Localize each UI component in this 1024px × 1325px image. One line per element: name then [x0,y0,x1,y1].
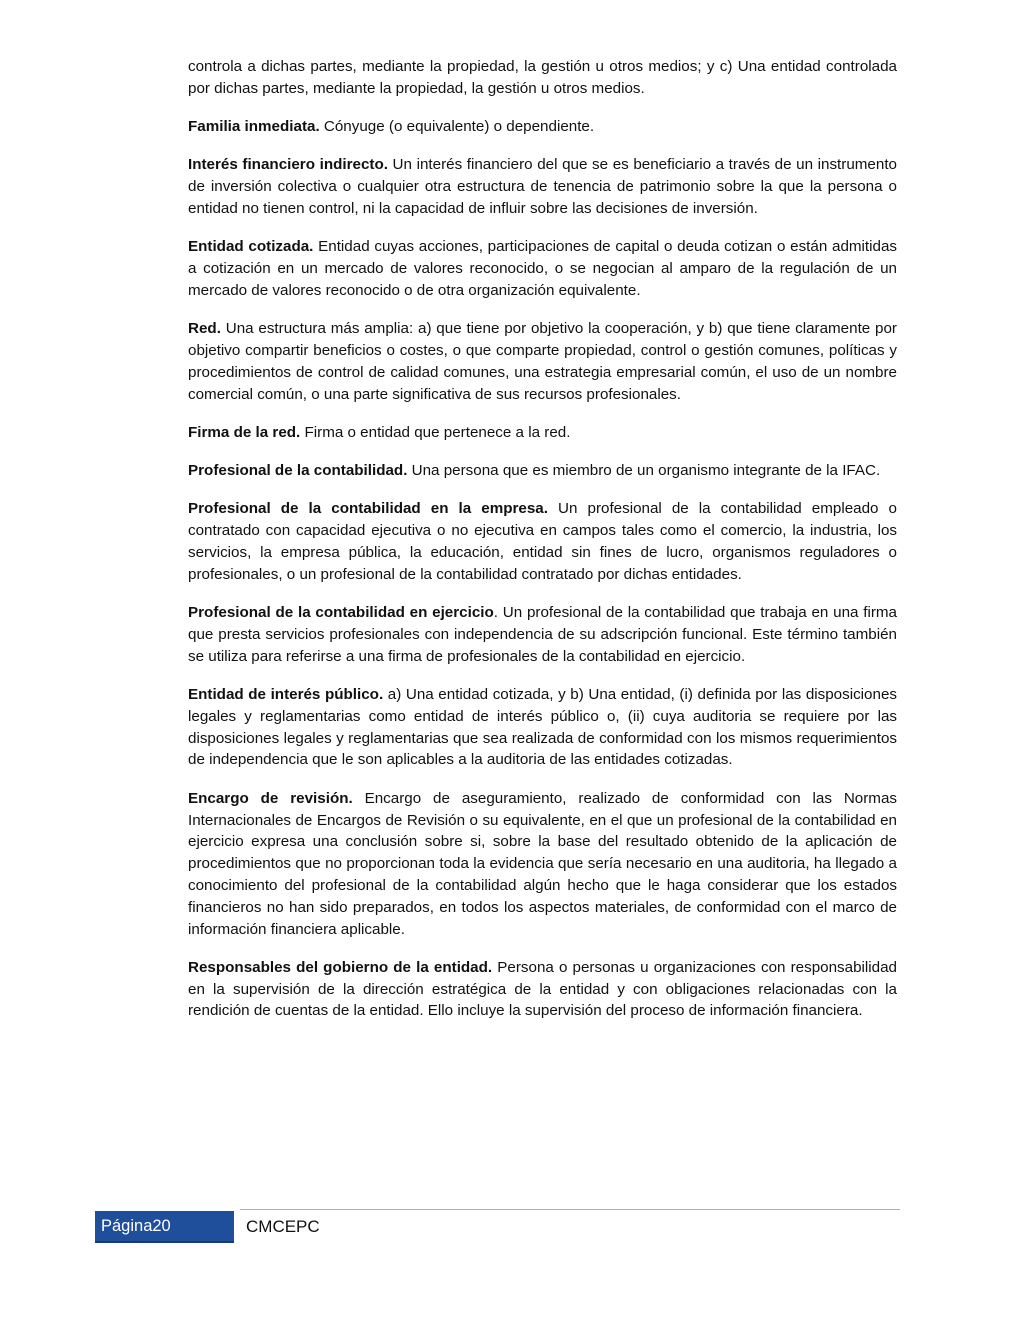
definition-text: Entidad cuyas acciones, participaciones de capital o deuda cotizan o están admitidas a cotización en un mercado de valores reconocido, o se negocian al amparo de la regulación de un mercado de valores reconocido o de otra organización equivalente. [188,238,898,299]
definition-text: Una persona que es miembro de un organismo integrante de la IFAC. [407,462,881,480]
definition-profesional-en-ejercicio [188,602,897,667]
definition-text: a) Una entidad cotizada, y b) Una entidad, (i) definida por las disposiciones legales y reglamentarias como entidad de interés público o, (ii) cuya auditoria se requiere por las disposiciones legales y reglamentarias que sea realizada de conformidad con los mismos requerimientos de independencia que le son aplicables a la auditoria de las entidades cotizadas. [188,686,897,769]
definition-profesional-en-la-empresa [188,498,897,585]
definition-familia-inmediata [188,116,897,138]
definition-term: Interés financiero indirecto. [188,156,388,174]
definition-text: . Un profesional de la contabilidad que trabaja en una firma que presta servicios profesionales con independencia de su adscripción funcional. Este término también se utiliza para referirse a una firma de profesionales de la contabilidad en ejercicio. [188,604,897,665]
definition-profesional-contabilidad [188,460,897,482]
definition-text: Persona o personas u organizaciones con responsabilidad en la supervisión de la dirección estratégica de la entidad y con obligaciones relacionadas con la rendición de cuentas de la entidad. Ello incluye la supervisión del proceso de información financiera. [188,958,898,1020]
definition-term: Firma de la red. [188,423,301,441]
definition-term: Responsables del gobierno de la entidad. [188,958,493,976]
definition-text: Un interés financiero del que se es beneficiario a través de un instrumento de inversión colectiva o cualquier otra estructura de tenencia de patrimonio sobre la que la persona o entidad no tienen control, ni la capacidad de influir sobre las decisiones de inversión. [188,156,897,217]
paragraph-continuation [188,56,897,100]
definition-term: Profesional de la contabilidad en ejercicio [188,604,494,622]
definition-text: Encargo de aseguramiento, realizado de conformidad con las Normas Internacionales de Encargos de Revisión o su equivalente, en el que un profesional de la contabilidad en ejercicio expresa una conclusión sobre si, sobre la base del resultado obtenido de la aplicación de procedimientos que no proporcionan toda la evidencia que sería necesario en una auditoria, ha llegado a conocimiento del profesional de la contabilidad algún hecho que le haga considerar que los estados financieros no han sido preparados, en todos los aspectos materiales, de conformidad con el marco de información financiera aplicable. [188,789,897,938]
definition-term: Familia inmediata. [188,118,320,136]
definition-text: controla a dichas partes, mediante la propiedad, la gestión u otros medios; y c) Una entidad controlada por dichas partes, mediante la propiedad, la gestión u otros medios. [188,58,897,97]
definition-term: Entidad cotizada. [188,238,314,256]
definition-term: Profesional de la contabilidad. [188,462,408,480]
footer-document-label: CMCEPC [246,1217,320,1236]
definition-text: Firma o entidad que pertenece a la red. [300,423,571,441]
document-body [188,56,897,1039]
definition-firma-de-la-red [188,422,897,444]
definition-text: Cónyuge (o equivalente) o dependiente. [319,118,595,136]
definition-term: Profesional de la contabilidad en la empresa. [188,500,548,518]
footer-page-number: Página20 [95,1211,234,1243]
definition-term: Red. [188,320,221,338]
definition-red [188,318,897,405]
definition-encargo-de-revision [188,788,897,941]
definition-interes-financiero-indirecto [188,154,897,219]
definition-text: Una estructura más amplia: a) que tiene por objetivo la cooperación, y b) que tiene claramente por objetivo compartir beneficios o costes, o que comparte propiedad, control o gestión comunes, políticas y procedimientos de control de calidad comunes, una estrategia empresarial común, el uso de un nombre comercial común, o una parte significativa de sus recursos profesionales. [188,320,897,403]
footer-divider [240,1209,900,1210]
definition-term: Entidad de interés público. [188,686,384,704]
definition-responsables-gobierno [188,957,897,1022]
definition-term: Encargo de revisión. [188,789,353,807]
definition-text: Un profesional de la contabilidad empleado o contratado con capacidad ejecutiva o no ejecutiva en campos tales como el comercio, la industria, los servicios, la empresa pública, la educación, entidad sin fines de lucro, organismos reguladores o profesionales, o un profesional de la contabilidad contratado por dichas entidades. [188,500,897,583]
definition-entidad-interes-publico [188,684,897,771]
definition-entidad-cotizada [188,236,897,301]
